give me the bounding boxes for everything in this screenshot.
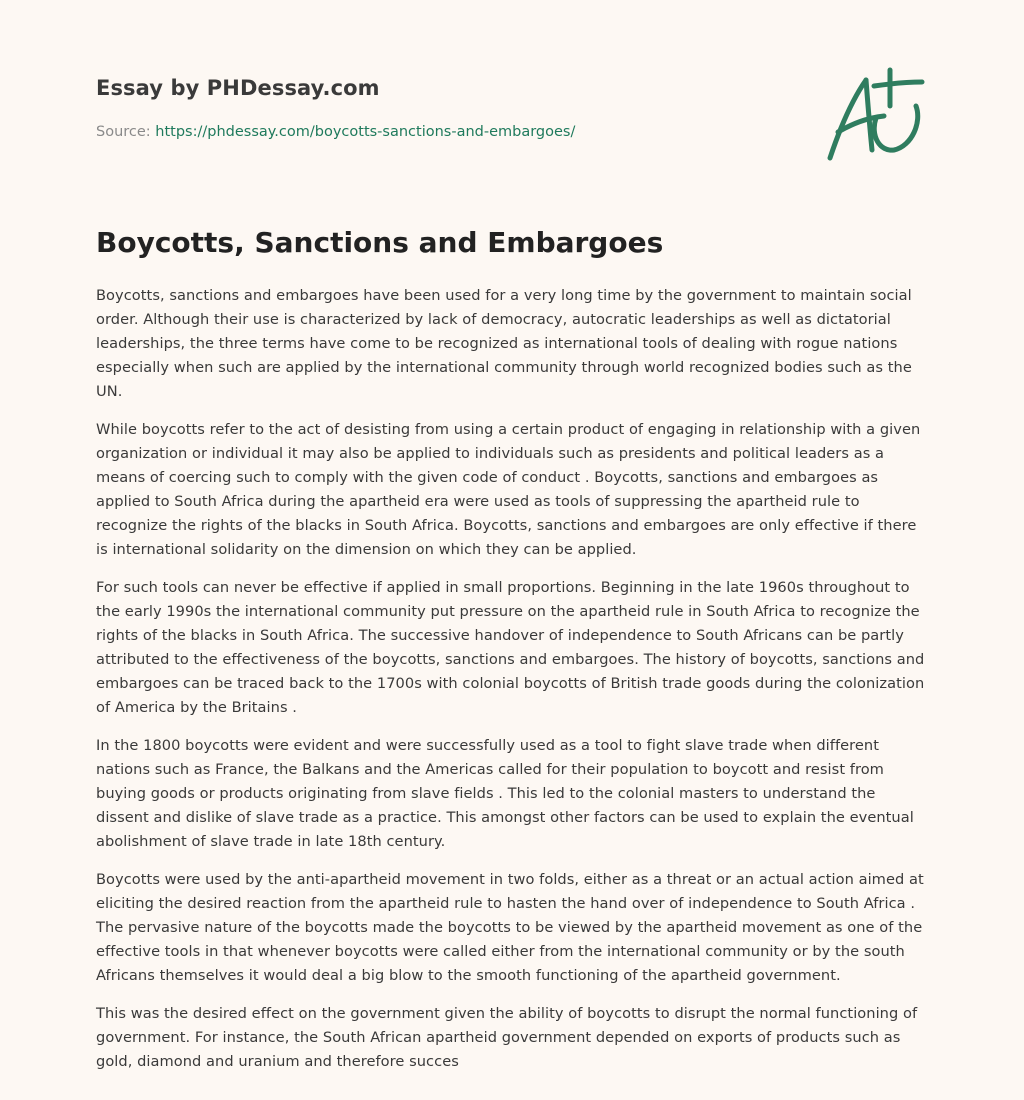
a-plus-icon (818, 66, 930, 166)
essay-paragraph: Boycotts, sanctions and embargoes have been used for a very long time by the government to maintain social order. Although their use is characterized by lack of democracy, autocratic leaderships as well as dictatorial leaderships, the three terms have come to be recognized as international tools of dealing with rogue nations especially when such are applied by the international community through world recognized bodies such as the UN. (96, 287, 912, 400)
source-label: Source: (96, 124, 151, 140)
essay-paragraph: In the 1800 boycotts were evident and were successfully used as a tool to fight slave trade when different nations such as France, the Balkans and the Americas called for their population to boycott and resist from buying goods or products originating from slave fields . This led to the colonial masters to understand the dissent and dislike of slave trade as a practice. This amongst other factors can be used to explain the eventual abolishment of slave trade in late 18th century. (96, 737, 914, 850)
source-link[interactable]: https://phdessay.com/boycotts-sanctions-and-embargoes/ (155, 124, 576, 140)
essay-paragraph: While boycotts refer to the act of desisting from using a certain product of engaging in relationship with a given organization or individual it may also be applied to individuals such as presidents and political leaders as a means of coercing such to comply with the given code of conduct . Boycotts, sanctions and embargoes as applied to South Africa during the apartheid era were used as tools of suppressing the apartheid rule to recognize the rights of the blacks in South Africa. Boycotts, sanctions and embargoes are only effective if there is international solidarity on the dimension on which they can be applied. (96, 421, 921, 558)
essay-paragraph: This was the desired effect on the government given the ability of boycotts to disrupt the normal functioning of government. For instance, the South African apartheid government depended on exports of products such as gold, diamond and uranium and therefore succes (96, 1005, 918, 1070)
essay-paragraph: For such tools can never be effective if applied in small proportions. Beginning in the late 1960s throughout to the early 1990s the international community put pressure on the apartheid rule in South Africa to recognize the rights of the blacks in South Africa. The successive handover of independence to South Africans can be partly attributed to the effectiveness of the boycotts, sanctions and embargoes. The history of boycotts, sanctions and embargoes can be traced back to the 1700s with colonial boycotts of British trade goods during the colonization of America by the Britains . (96, 579, 925, 716)
brand-title: Essay by PHDessay.com (96, 76, 380, 100)
source-line (96, 124, 575, 140)
essay-title: Boycotts, Sanctions and Embargoes (96, 226, 664, 259)
essay-paragraph: Boycotts were used by the anti-apartheid movement in two folds, either as a threat or an actual action aimed at eliciting the desired reaction from the apartheid rule to hasten the hand over of independence to South Africa . The pervasive nature of the boycotts made the boycotts to be viewed by the apartheid movement as one of the effective tools in that whenever boycotts were called either from the international community or by the south Africans themselves it would deal a big blow to the smooth functioning of the apartheid government. (96, 871, 924, 984)
essay-body (96, 284, 932, 1088)
